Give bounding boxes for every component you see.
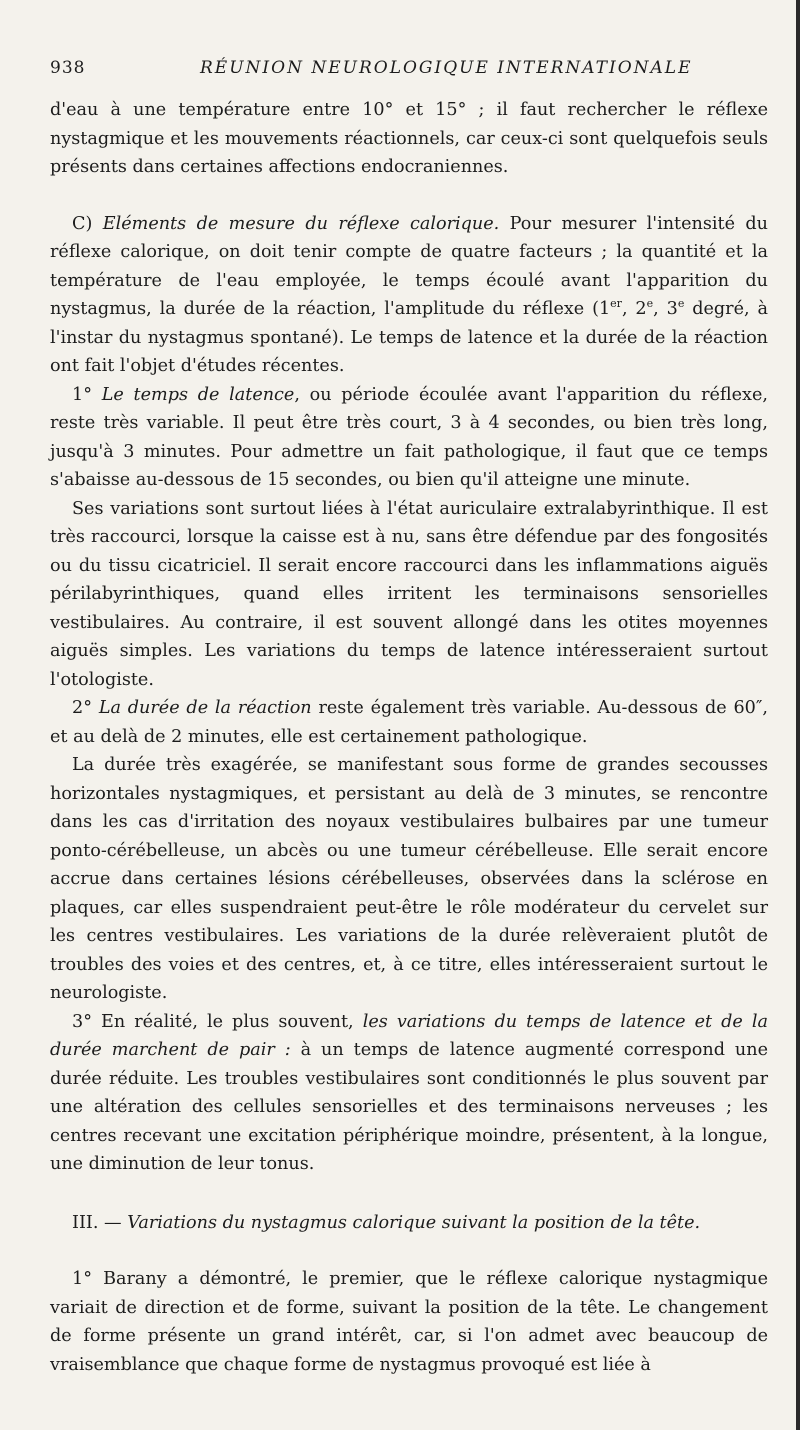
paragraph-reality: 3° En réalité, le plus souvent, les variations du temps de latence et de la durée marchent de pair : à un temps de latence augmenté correspond une durée réduite. Les troubles vestibulaires sont conditionnés le plus souvent par une altération des cellules sensorielles et des terminaisons nerveuses ; les centres recevant une excitation périphérique moindre, présentent, à la longue, une diminution de leur tonus. xyxy=(50,1011,769,1174)
pair-title: les variations du temps de latence et de la durée marchent de pair : xyxy=(50,1011,769,1060)
running-title: RÉUNION NEUROLOGIQUE INTERNATIONALE xyxy=(200,58,693,78)
paragraph-measurement-elements: C) Eléments de mesure du réflexe calorique. Pour mesurer l'intensité du réflexe calorique, on doit tenir compte de quatre facteurs ; la quantité et la température de l'eau employée, le temps écoulé avant l'apparition du nystagmus, la durée de la réaction, l'amplitude du réflexe (1er, 2e, 3e degré, à l'instar du nystagmus spontané). Le temps de latence et la durée de la réaction ont fait l'objet d'études récentes. xyxy=(50,213,769,376)
section-iii-title: Variations du nystagmus calorique suivant la position de la tête. xyxy=(127,1212,701,1233)
paragraph-duration-exaggerated: La durée très exagérée, se manifestant sous forme de grandes secousses horizontales nystagmiques, et persistant au delà de 3 minutes, se rencontre dans les cas d'irritation des noyaux vestibulaires bulbaires par une tumeur ponto-cérébelleuse, un abcès ou une tumeur cérébelleuse. Elle serait encore accrue dans certaines lésions cérébelleuses, observées dans la sclérose en plaques, car elles suspendraient peut-être le rôle modérateur du cervelet sur les centres vestibulaires. Les variations de la durée relèveraient plutôt de troubles des voies et des centres, et, à ce titre, elles intéresseraient surtout le neurologiste. xyxy=(50,755,768,1003)
paragraph-continuation: d'eau à une température entre 10° et 15° ; il faut rechercher le réflexe nystagmique et les mouvements réactionnels, car ceux-ci sont quelquefois seuls présents dans certaines affections endocraniennes. xyxy=(50,100,768,177)
running-header xyxy=(50,58,770,84)
latency-title: Le temps de latence xyxy=(101,384,295,405)
duration-title: La durée de la réaction xyxy=(98,698,312,718)
paragraph-latency-variations: Ses variations sont surtout liées à l'état auriculaire extralabyrinthique. Il est très raccourci, lorsque la caisse est à nu, sans être défendue par des fongosités ou du tissu cicatriciel. Il serait encore raccourci dans les inflammations aiguës périlabyrinthiques, quand elles irritent les terminaisons sensorielles vestibulaires. Au contraire, il est souvent allongé dans les otites moyennes aiguës simples. Les variations du temps de latence intéresseraient surtout l'otologiste. xyxy=(50,498,768,690)
page-edge-shadow xyxy=(796,0,800,1430)
body-text xyxy=(50,96,768,1379)
section-label: C) xyxy=(72,213,103,234)
paragraph-barany: 1° Barany a démontré, le premier, que le réflexe calorique nystagmique variait de direction et de forme, suivant la position de la tête. Le changement de forme présente un grand intérêt, car, si l'on admet avec beaucoup de vraisemblance que chaque forme de nystagmus provoqué est liée à xyxy=(50,1269,768,1375)
paragraph-latency: 1° Le temps de latence, ou période écoulée avant l'apparition du réflexe, reste très variable. Il peut être très court, 3 à 4 secondes, ou bien très long, jusqu'à 3 minutes. Pour admettre un fait pathologique, il faut que ce temps s'abaisse au-dessous de 15 secondes, ou bien qu'il atteigne une minute. xyxy=(50,384,768,490)
page-number: 938 xyxy=(50,58,86,78)
subsection-title: Eléments de mesure du réflexe calorique. xyxy=(102,213,500,234)
section-heading-iii: III. — Variations du nystagmus calorique suivant la position de la tête. xyxy=(72,1212,701,1233)
paragraph-duration: 2° La durée de la réaction reste également très variable. Au-dessous de 60″, et au delà de 2 minutes, elle est certainement pathologique. xyxy=(50,698,769,747)
